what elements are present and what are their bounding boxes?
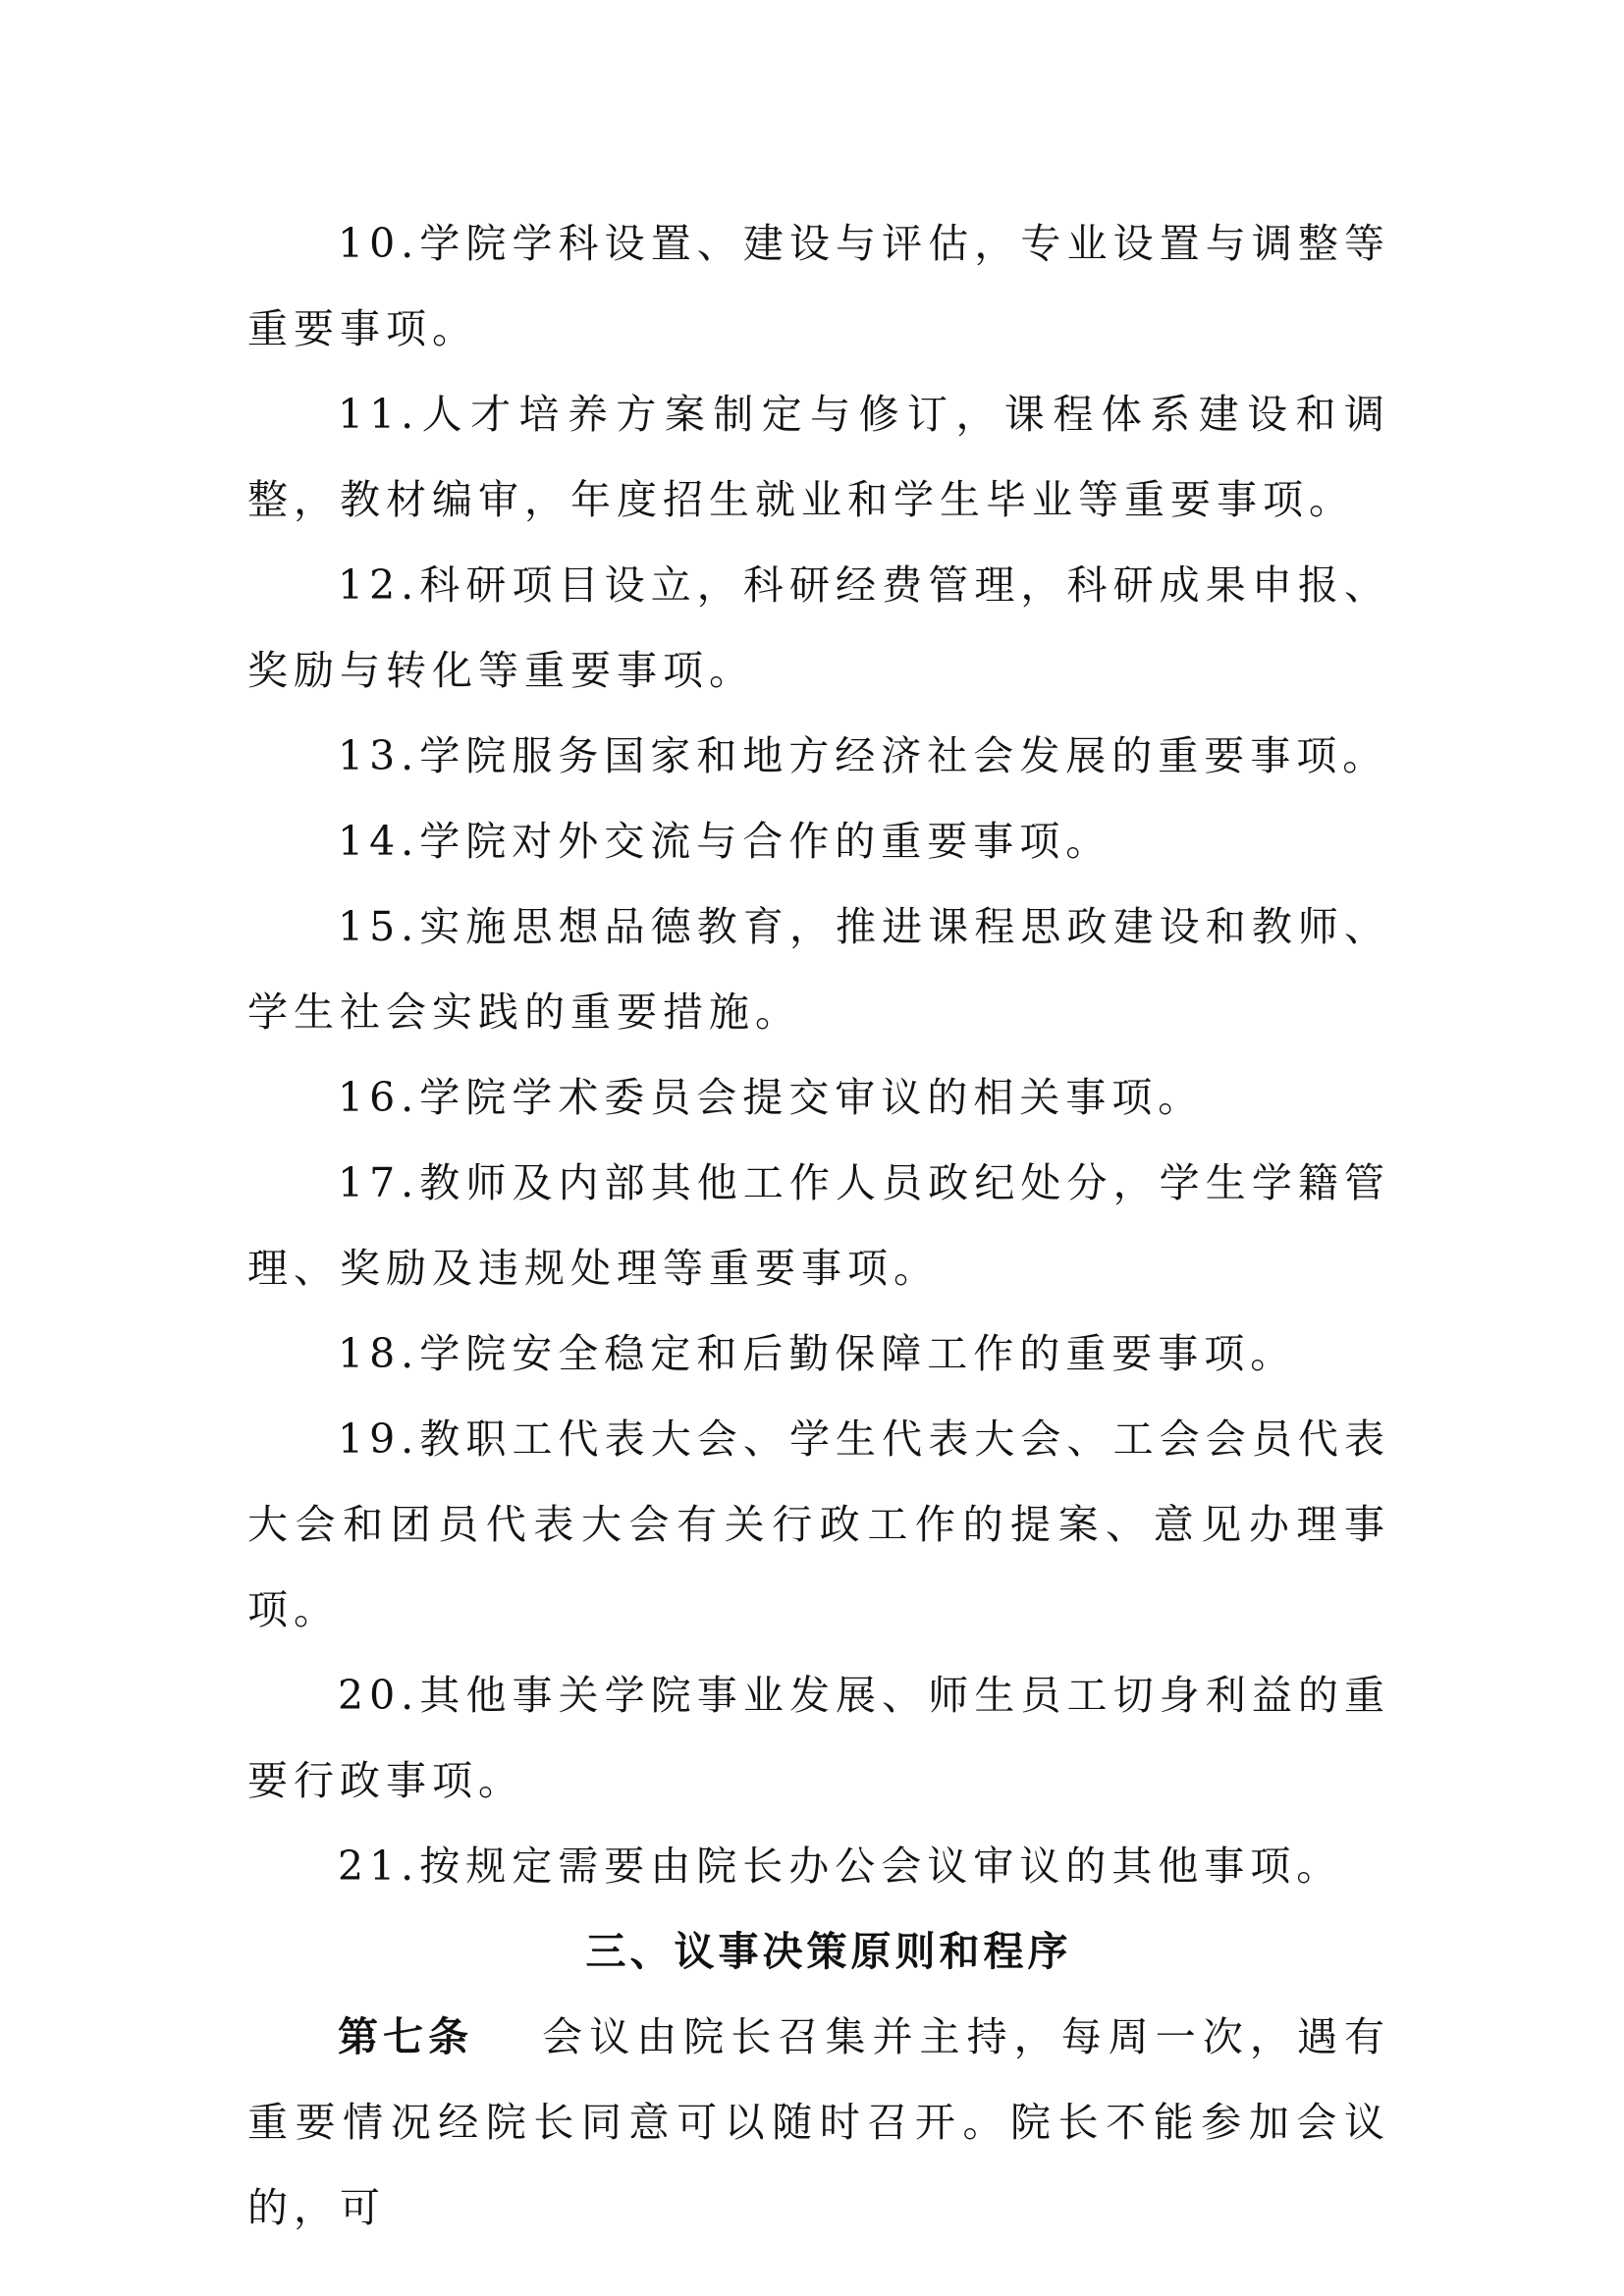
item-16: 16.学院学术委员会提交审议的相关事项。 — [338, 1074, 1205, 1121]
item-18: 18.学院安全稳定和后勤保障工作的重要事项。 — [338, 1330, 1297, 1377]
section-heading: 三、议事决策原则和程序 — [585, 1928, 1072, 1975]
article-7 — [247, 1995, 1390, 2251]
article-7-text: 会议由院长召集并主持，每周一次，遇有重要情况经院长同意可以随时召开。院长不能参加会议的，可 — [247, 2013, 1391, 2231]
item-13: 13.学院服务国家和地方经济社会发展的重要事项。 — [338, 732, 1389, 779]
item-15: 15.实施思想品德教育，推进课程思政建设和教师、学生社会实践的重要措施。 — [247, 903, 1390, 1036]
item-11: 11.人才培养方案制定与修订，课程体系建设和调整，教材编审，年度招生就业和学生毕业等重要事项。 — [247, 391, 1390, 523]
item-19: 19.教职工代表大会、学生代表大会、工会会员代表大会和团员代表大会有关行政工作的提案、意见办理事项。 — [247, 1415, 1390, 1633]
item-21: 21.按规定需要由院长办公会议审议的其他事项。 — [338, 1842, 1343, 1890]
item-10: 10.学院学科设置、建设与评估，专业设置与调整等重要事项。 — [247, 220, 1390, 352]
item-12: 12.科研项目设立，科研经费管理，科研成果申报、奖励与转化等重要事项。 — [247, 561, 1390, 694]
article-7-label: 第七条 — [338, 2013, 474, 2060]
item-14: 14.学院对外交流与合作的重要事项。 — [338, 818, 1112, 865]
item-17: 17.教师及内部其他工作人员政纪处分，学生学籍管理、奖励及违规处理等重要事项。 — [247, 1159, 1390, 1292]
document-body — [247, 201, 1390, 2251]
item-20: 20.其他事关学院事业发展、师生员工切身利益的重要行政事项。 — [247, 1672, 1390, 1804]
